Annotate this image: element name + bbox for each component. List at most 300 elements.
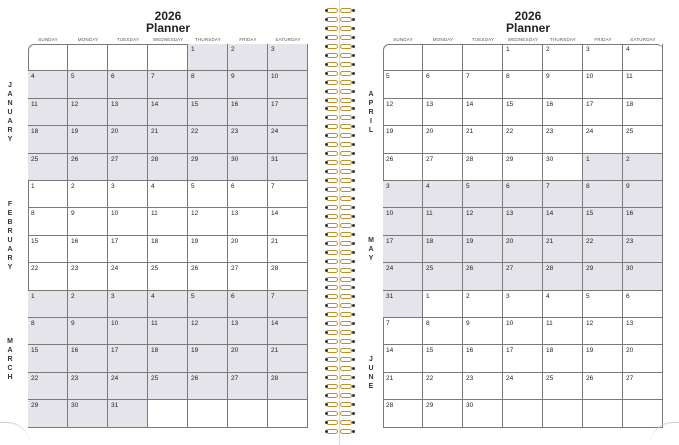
spiral-ring: [325, 375, 355, 381]
punch-hole: [325, 242, 328, 245]
day-cell[interactable]: [623, 71, 663, 98]
day-cell[interactable]: [28, 44, 68, 71]
day-cell[interactable]: [228, 71, 268, 98]
punch-hole: [352, 340, 355, 343]
day-cell[interactable]: [423, 126, 463, 153]
day-cell[interactable]: [268, 373, 308, 400]
day-cell[interactable]: [108, 291, 148, 318]
day-cell[interactable]: [28, 345, 68, 372]
day-cell[interactable]: [463, 291, 503, 318]
day-number: 2: [626, 155, 630, 163]
day-cell[interactable]: [108, 154, 148, 181]
punch-hole: [325, 403, 328, 406]
day-number: 20: [426, 128, 434, 136]
day-cell[interactable]: [148, 373, 188, 400]
punch-hole: [352, 188, 355, 191]
day-cell[interactable]: [503, 208, 543, 235]
ring-loop: [340, 115, 352, 120]
day-cell[interactable]: [28, 236, 68, 263]
day-cell[interactable]: [228, 318, 268, 345]
day-cell[interactable]: [383, 126, 423, 153]
day-cell[interactable]: [188, 263, 228, 290]
day-cell[interactable]: [228, 181, 268, 208]
day-number: 22: [31, 374, 39, 382]
day-cell[interactable]: [268, 126, 308, 153]
punch-hole: [352, 27, 355, 30]
page-title: [108, 10, 228, 34]
day-cell[interactable]: [268, 154, 308, 181]
day-cell[interactable]: [463, 154, 503, 181]
day-cell[interactable]: [423, 345, 463, 372]
day-cell[interactable]: [108, 71, 148, 98]
day-cell[interactable]: [383, 208, 423, 235]
spiral-ring: [325, 214, 355, 220]
day-number: 12: [586, 320, 594, 327]
day-cell[interactable]: [188, 44, 228, 71]
ring-loop: [340, 384, 352, 389]
ring-loop: [340, 241, 352, 246]
ring-loop: [340, 178, 352, 183]
day-cell[interactable]: [583, 400, 623, 427]
day-cell[interactable]: [503, 318, 543, 345]
day-cell[interactable]: [28, 126, 68, 153]
day-cell[interactable]: [543, 236, 583, 263]
day-cell[interactable]: [108, 208, 148, 235]
day-cell[interactable]: [28, 71, 68, 98]
day-cell[interactable]: [68, 291, 108, 318]
day-cell[interactable]: [543, 291, 583, 318]
ring-loop: [340, 294, 352, 299]
day-cell[interactable]: [108, 263, 148, 290]
day-cell[interactable]: [383, 99, 423, 126]
day-cell[interactable]: [268, 263, 308, 290]
day-cell[interactable]: [583, 318, 623, 345]
day-cell[interactable]: [583, 236, 623, 263]
day-cell[interactable]: [28, 99, 68, 126]
day-cell[interactable]: [423, 208, 463, 235]
day-cell[interactable]: [268, 71, 308, 98]
day-number: 1: [31, 183, 35, 190]
day-number: 16: [231, 100, 239, 108]
day-number: 16: [71, 347, 79, 355]
day-number: 23: [71, 374, 79, 382]
month-letter: R: [368, 109, 374, 116]
day-cell[interactable]: [108, 181, 148, 208]
day-number: 3: [506, 292, 510, 300]
punch-hole: [352, 313, 355, 316]
day-cell[interactable]: [28, 208, 68, 235]
page-title: [468, 10, 588, 34]
day-cell[interactable]: [423, 71, 463, 98]
day-number: 29: [191, 155, 199, 163]
title-word: Planner: [145, 21, 190, 35]
day-cell[interactable]: [623, 44, 663, 71]
day-cell[interactable]: [268, 208, 308, 235]
day-cell[interactable]: [543, 44, 583, 71]
day-cell[interactable]: [268, 291, 308, 318]
day-cell[interactable]: [543, 208, 583, 235]
day-cell[interactable]: [423, 154, 463, 181]
day-cell[interactable]: [583, 263, 623, 290]
day-cell[interactable]: [188, 208, 228, 235]
day-cell[interactable]: [188, 99, 228, 126]
day-cell[interactable]: [188, 318, 228, 345]
day-number: 2: [231, 46, 235, 53]
day-cell[interactable]: [28, 318, 68, 345]
day-cell[interactable]: [188, 373, 228, 400]
day-cell[interactable]: [503, 44, 543, 71]
day-cell[interactable]: [28, 291, 68, 318]
day-number: 17: [111, 237, 119, 245]
day-number: 1: [586, 155, 590, 163]
day-cell[interactable]: [228, 291, 268, 318]
day-cell[interactable]: [543, 400, 583, 427]
day-cell[interactable]: [623, 126, 663, 153]
ring-loop: [340, 142, 352, 147]
day-cell[interactable]: [503, 236, 543, 263]
day-number: 3: [111, 292, 115, 300]
day-cell[interactable]: [543, 154, 583, 181]
day-cell[interactable]: [543, 71, 583, 98]
day-cell[interactable]: [68, 154, 108, 181]
day-cell[interactable]: [188, 126, 228, 153]
punch-hole: [325, 278, 328, 281]
day-cell[interactable]: [28, 373, 68, 400]
day-cell[interactable]: [583, 373, 623, 400]
day-cell[interactable]: [383, 291, 423, 318]
day-cell[interactable]: [623, 99, 663, 126]
day-cell[interactable]: [623, 345, 663, 372]
day-cell[interactable]: [463, 99, 503, 126]
punch-hole: [352, 99, 355, 102]
day-cell[interactable]: [228, 154, 268, 181]
day-cell[interactable]: [463, 373, 503, 400]
spiral-ring: [325, 241, 355, 247]
day-cell[interactable]: [583, 154, 623, 181]
day-cell[interactable]: [108, 373, 148, 400]
day-number: 25: [151, 374, 159, 382]
day-cell[interactable]: [423, 400, 463, 427]
day-cell[interactable]: [228, 373, 268, 400]
day-number: 4: [426, 183, 430, 190]
day-cell[interactable]: [383, 154, 423, 181]
day-number: 31: [111, 402, 119, 410]
day-cell[interactable]: [228, 126, 268, 153]
day-cell[interactable]: [583, 126, 623, 153]
day-number: 30: [546, 155, 554, 163]
day-cell[interactable]: [503, 373, 543, 400]
day-number: 28: [151, 155, 159, 163]
day-cell[interactable]: [228, 263, 268, 290]
day-cell[interactable]: [623, 208, 663, 235]
day-cell[interactable]: [108, 345, 148, 372]
day-cell[interactable]: [423, 373, 463, 400]
day-cell[interactable]: [148, 126, 188, 153]
day-cell[interactable]: [463, 236, 503, 263]
spiral-ring: [325, 53, 355, 59]
day-cell[interactable]: [108, 318, 148, 345]
spiral-ring: [325, 35, 355, 41]
day-cell[interactable]: [623, 154, 663, 181]
day-cell[interactable]: [148, 263, 188, 290]
day-cell[interactable]: [108, 236, 148, 263]
day-cell[interactable]: [463, 44, 503, 71]
day-cell[interactable]: [68, 400, 108, 427]
day-cell[interactable]: [423, 99, 463, 126]
day-cell[interactable]: [268, 181, 308, 208]
day-number: 8: [506, 73, 510, 81]
day-cell[interactable]: [383, 373, 423, 400]
punch-hole: [325, 269, 328, 272]
day-cell[interactable]: [228, 208, 268, 235]
day-cell[interactable]: [383, 263, 423, 290]
day-cell[interactable]: [423, 44, 463, 71]
day-cell[interactable]: [148, 71, 188, 98]
day-cell[interactable]: [623, 263, 663, 290]
day-cell[interactable]: [383, 345, 423, 372]
punch-hole: [352, 36, 355, 39]
day-cell[interactable]: [108, 44, 148, 71]
day-number: 8: [31, 210, 35, 218]
ring-loop: [340, 80, 352, 85]
day-number: 18: [31, 128, 39, 136]
day-cell[interactable]: [543, 181, 583, 208]
day-cell[interactable]: [383, 400, 423, 427]
day-cell[interactable]: [543, 263, 583, 290]
month-letter: R: [7, 227, 13, 235]
day-cell[interactable]: [188, 291, 228, 318]
day-number: 19: [191, 347, 199, 355]
day-number: 1: [426, 292, 430, 300]
day-number: 31: [271, 155, 279, 163]
day-cell[interactable]: [543, 373, 583, 400]
day-cell[interactable]: [383, 44, 423, 71]
ring-loop: [340, 89, 352, 94]
day-cell[interactable]: [68, 318, 108, 345]
day-cell[interactable]: [423, 236, 463, 263]
day-cell[interactable]: [28, 400, 68, 427]
day-cell[interactable]: [228, 236, 268, 263]
day-cell[interactable]: [148, 44, 188, 71]
day-cell[interactable]: [503, 400, 543, 427]
punch-hole: [325, 367, 328, 370]
day-number: 8: [191, 73, 195, 81]
day-cell[interactable]: [463, 318, 503, 345]
day-cell[interactable]: [148, 181, 188, 208]
day-cell[interactable]: [68, 373, 108, 400]
day-cell[interactable]: [463, 181, 503, 208]
spiral-ring: [325, 357, 355, 363]
day-cell[interactable]: [503, 345, 543, 372]
day-cell[interactable]: [268, 236, 308, 263]
day-cell[interactable]: [68, 236, 108, 263]
day-cell[interactable]: [268, 400, 308, 427]
day-cell[interactable]: [423, 318, 463, 345]
day-cell[interactable]: [543, 345, 583, 372]
day-cell[interactable]: [28, 263, 68, 290]
day-number: 19: [191, 237, 199, 245]
title-year: 2026: [154, 9, 182, 23]
day-cell[interactable]: [583, 208, 623, 235]
day-cell[interactable]: [463, 126, 503, 153]
day-cell[interactable]: [503, 126, 543, 153]
day-cell[interactable]: [583, 44, 623, 71]
day-number: 9: [546, 73, 550, 81]
day-cell[interactable]: [68, 345, 108, 372]
day-number: 19: [71, 128, 79, 136]
day-cell[interactable]: [623, 181, 663, 208]
day-cell[interactable]: [503, 291, 543, 318]
day-cell[interactable]: [423, 263, 463, 290]
day-number: 7: [151, 73, 155, 81]
day-cell[interactable]: [503, 181, 543, 208]
day-cell[interactable]: [503, 99, 543, 126]
day-cell[interactable]: [583, 181, 623, 208]
day-number: 2: [466, 292, 470, 300]
day-number: 16: [466, 347, 474, 355]
day-cell[interactable]: [148, 236, 188, 263]
day-cell[interactable]: [188, 345, 228, 372]
ring-loop: [340, 277, 352, 282]
ring-loop: [340, 53, 352, 58]
day-cell[interactable]: [188, 71, 228, 98]
day-cell[interactable]: [463, 208, 503, 235]
day-cell[interactable]: [228, 99, 268, 126]
day-number: 8: [31, 320, 35, 327]
day-cell[interactable]: [68, 263, 108, 290]
day-cell[interactable]: [148, 400, 188, 427]
day-cell[interactable]: [148, 99, 188, 126]
day-number: 21: [151, 128, 159, 136]
day-cell[interactable]: [543, 318, 583, 345]
day-cell[interactable]: [68, 71, 108, 98]
day-cell[interactable]: [268, 345, 308, 372]
month-letter: P: [368, 100, 374, 107]
spiral-ring: [325, 259, 355, 265]
punch-hole: [352, 331, 355, 334]
day-cell[interactable]: [583, 345, 623, 372]
day-cell[interactable]: [108, 126, 148, 153]
day-cell[interactable]: [383, 181, 423, 208]
spiral-ring: [325, 294, 355, 300]
day-number: 21: [386, 374, 394, 382]
day-cell[interactable]: [228, 400, 268, 427]
day-cell[interactable]: [423, 181, 463, 208]
month-letter: U: [7, 236, 13, 244]
ring-loop: [340, 339, 352, 344]
day-cell[interactable]: [68, 99, 108, 126]
day-number: 26: [71, 155, 79, 163]
day-number: 23: [71, 265, 79, 273]
spiral-ring: [325, 89, 355, 95]
day-number: 5: [191, 183, 195, 190]
ring-loop: [340, 250, 352, 255]
month-letter: A: [7, 91, 13, 98]
day-number: 22: [506, 128, 514, 136]
day-cell[interactable]: [383, 71, 423, 98]
day-cell[interactable]: [623, 400, 663, 427]
day-cell[interactable]: [268, 44, 308, 71]
weekday-header: WEDNESDAY: [152, 37, 184, 42]
day-cell[interactable]: [463, 263, 503, 290]
day-cell[interactable]: [583, 71, 623, 98]
day-cell[interactable]: [463, 71, 503, 98]
day-cell[interactable]: [383, 318, 423, 345]
day-cell[interactable]: [188, 400, 228, 427]
day-cell[interactable]: [623, 318, 663, 345]
spiral-ring: [325, 8, 355, 14]
day-cell[interactable]: [268, 318, 308, 345]
ring-loop: [340, 26, 352, 31]
day-number: 9: [466, 320, 470, 327]
day-cell[interactable]: [188, 236, 228, 263]
day-cell[interactable]: [583, 291, 623, 318]
day-cell[interactable]: [68, 126, 108, 153]
day-number: 25: [546, 374, 554, 382]
day-cell[interactable]: [463, 400, 503, 427]
day-cell[interactable]: [148, 318, 188, 345]
day-cell[interactable]: [383, 236, 423, 263]
day-cell[interactable]: [623, 236, 663, 263]
day-number: 1: [506, 46, 510, 53]
day-cell[interactable]: [463, 345, 503, 372]
ring-loop: [340, 187, 352, 192]
spiral-ring: [325, 250, 355, 256]
day-cell[interactable]: [543, 126, 583, 153]
punch-hole: [325, 412, 328, 415]
day-cell[interactable]: [148, 345, 188, 372]
day-cell[interactable]: [228, 345, 268, 372]
punch-hole: [352, 251, 355, 254]
day-cell[interactable]: [68, 181, 108, 208]
day-cell[interactable]: [148, 291, 188, 318]
day-cell[interactable]: [583, 99, 623, 126]
day-cell[interactable]: [188, 181, 228, 208]
day-cell[interactable]: [228, 44, 268, 71]
day-cell[interactable]: [503, 154, 543, 181]
ring-loop: [340, 285, 352, 290]
day-number: 7: [271, 292, 275, 300]
day-cell[interactable]: [543, 99, 583, 126]
day-cell[interactable]: [108, 400, 148, 427]
day-cell[interactable]: [188, 154, 228, 181]
day-cell[interactable]: [503, 71, 543, 98]
day-cell[interactable]: [28, 154, 68, 181]
day-cell[interactable]: [623, 373, 663, 400]
weekday-header: MONDAY: [432, 37, 454, 42]
day-number: 12: [466, 210, 474, 218]
spiral-ring: [325, 411, 355, 417]
day-cell[interactable]: [28, 181, 68, 208]
day-cell[interactable]: [268, 99, 308, 126]
ring-loop: [340, 71, 352, 76]
spiral-ring: [325, 187, 355, 193]
day-cell[interactable]: [108, 99, 148, 126]
spiral-ring: [325, 71, 355, 77]
day-cell[interactable]: [423, 291, 463, 318]
day-number: 15: [31, 237, 39, 245]
day-cell[interactable]: [68, 44, 108, 71]
day-cell[interactable]: [503, 263, 543, 290]
day-cell[interactable]: [148, 154, 188, 181]
punch-hole: [352, 367, 355, 370]
day-cell[interactable]: [623, 291, 663, 318]
day-cell[interactable]: [68, 208, 108, 235]
day-cell[interactable]: [148, 208, 188, 235]
weekday-header: SUNDAY: [393, 37, 413, 42]
punch-hole: [352, 421, 355, 424]
ring-loop: [340, 259, 352, 264]
